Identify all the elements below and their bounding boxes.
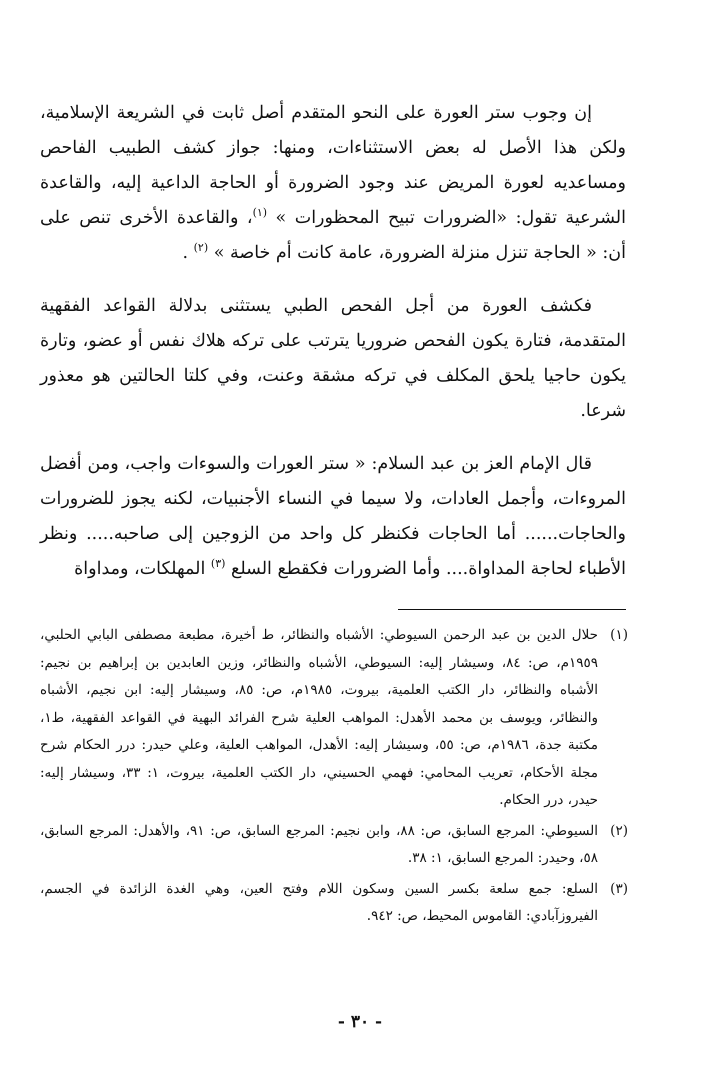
footnote-ref-1[interactable]: (١)	[252, 206, 268, 220]
footnotes	[40, 622, 628, 934]
paragraph-2-text-1: فكشف العورة من أجل الفحص الطبي يستثنى بدلالة القواعد الفقهية المتقدمة، فتارة يكون الفحص ضروريا يترتب على تركه هلاك نفس أو عضو، وتارة يكون حاجيا يلحق المكلف في تركه مشقة وعنت، وفي كلتا الحالتين هو معذور شرعا.	[40, 296, 626, 421]
main-text	[40, 96, 626, 605]
paragraph-1-text-3: .	[182, 243, 194, 263]
paragraph-2	[40, 289, 626, 429]
footnote-ref-2[interactable]: (٢)	[193, 241, 209, 255]
footnote-3	[40, 876, 628, 931]
footnote-separator	[398, 609, 626, 610]
footnote-1-text: حلال الدين بن عبد الرحمن السيوطي: الأشباه والنظائر، ط أخيرة، مطبعة مصطفى البابي الحلبي، ١٩٥٩م، ص: ٨٤، وسيشار إليه: السيوطي، الأشباه والنظائر، وزين العابدين بن إبراهيم بن نجيم: الأشباه والنظائر، دار الكتب العلمية، بيروت، ١٩٨٥م، ص: ٨٥، وسيشار إليه: ابن نجيم، الأشباه والنظائر، ويوسف بن محمد الأهدل: المواهب العلية شرح الفرائد البهية في القواعد الفقهية، ط١، مكتبة جدة، ١٩٨٦م، ص: ٥٥، وسيشار إليه: الأهدل، المواهب العلية، وعلي حيدر: درر الحكام شرح مجلة الأحكام، تعريب المحامي: فهمي الحسيني، دار الكتب العلمية، بيروت، ١: ٣٣، وسيشار إليه: حيدر، درر الحكام.	[40, 627, 599, 808]
paragraph-3	[40, 447, 626, 587]
footnote-ref-3[interactable]: (٣)	[210, 557, 226, 571]
footnote-3-number: (٣)	[610, 880, 628, 897]
footnote-3-text: السلع: جمع سلعة بكسر السين وسكون اللام وفتح العين، وهي الغدة الزائدة في الجسم، الفيروزآبادي: القاموس المحيط، ص: ٩٤٢.	[40, 880, 598, 924]
footnote-2-text: السيوطي: المرجع السابق، ص: ٨٨، وابن نجيم: المرجع السابق، ص: ٩١، والأهدل: المرجع السابق، ٥٨، وحيدر: المرجع السابق، ١: ٣٨.	[40, 822, 598, 866]
paragraph-1	[40, 96, 626, 271]
footnote-2	[40, 818, 628, 873]
footnote-1	[40, 622, 628, 815]
paragraph-3-text-1: قال الإمام العز بن عبد السلام: « ستر العورات والسوءات واجب، ومن أفضل المروءات، وأجمل العادات، ولا سيما في النساء الأجنبيات، لكنه يجوز للضرورات والحاجات...... أما الحاجات فكنظر كل واحد من الزوجين إلى صاحبه..... ونظر الأطباء لحاجة المداواة.... وأما الضرورات فكقطع السلع	[40, 454, 626, 579]
page-number: - ٣٠ -	[337, 1012, 383, 1032]
paragraph-3-text-2: المهلكات، ومداواة	[74, 559, 211, 579]
footnote-1-number: (١)	[610, 627, 628, 643]
paragraph-1-text-2: ، والقاعدة الأخرى تنص على أن: « الحاجة تنزل منزلة الضرورة، عامة كانت أم خاصة »	[40, 208, 626, 263]
footnote-2-number: (٢)	[610, 822, 628, 839]
paragraph-1-text-1: إن وجوب ستر العورة على النحو المتقدم أصل ثابت في الشريعة الإسلامية، ولكن هذا الأصل له بعض الاستثناءات، ومنها: جواز كشف الطبيب الفاحص ومساعديه لعورة المريض عند وجود الضرورة أو الحاجة الداعية إليه، والقاعدة الشرعية تقول: «الضرورات تبيح المحظورات »	[40, 103, 627, 228]
